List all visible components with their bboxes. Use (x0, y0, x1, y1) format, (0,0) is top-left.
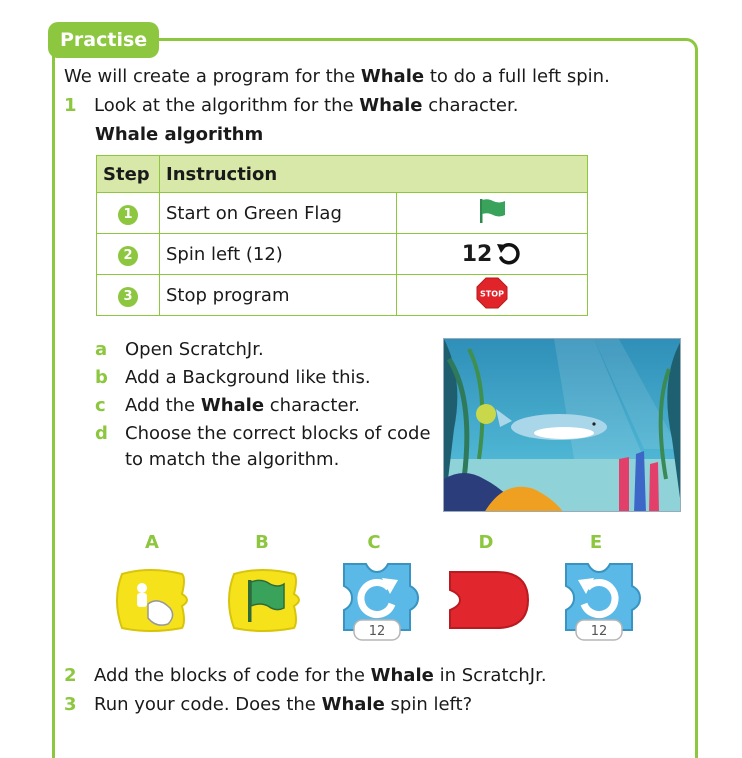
task-a: a Open ScratchJr. (95, 339, 264, 360)
block-d-end[interactable] (446, 558, 534, 642)
step-number: 3 (118, 287, 138, 307)
instruction-cell: Start on Green Flag (160, 193, 397, 234)
step-2-text: 2 Add the blocks of code for the Whale in ScratchJr. (64, 665, 547, 686)
svg-text:12: 12 (368, 624, 386, 639)
task-c: c Add the Whale character. (95, 395, 361, 416)
block-label-a: A (145, 532, 159, 553)
step-number: 2 (118, 246, 138, 266)
block-e-spin-left[interactable] (554, 558, 644, 648)
spin-left-icon: 12 (462, 241, 523, 267)
block-label-c: C (367, 532, 381, 553)
table-row (97, 193, 588, 234)
green-flag-icon (477, 198, 507, 224)
table-header-row (97, 156, 588, 193)
instruction-cell: Spin left (12) (160, 234, 397, 275)
block-a-tap-trigger[interactable] (108, 558, 192, 642)
task-d: d Choose the correct blocks of code (95, 423, 431, 444)
table-title: Whale algorithm (95, 124, 264, 145)
block-c-spin-right[interactable] (332, 558, 422, 648)
header-step: Step (97, 156, 160, 193)
block-label-d: D (478, 532, 494, 553)
block-label-b: B (255, 532, 269, 553)
stop-sign-icon (476, 277, 508, 309)
algorithm-table (96, 155, 588, 316)
block-b-green-flag[interactable] (220, 558, 304, 642)
step-number: 1 (118, 205, 138, 225)
step-1-text: 1 Look at the algorithm for the Whale character. (64, 95, 519, 116)
svg-text:STOP: STOP (480, 289, 504, 298)
header-instruction: Instruction (160, 156, 588, 193)
underwater-background-image (443, 338, 681, 512)
task-d-line2: to match the algorithm. (125, 449, 340, 470)
block-label-e: E (589, 532, 603, 553)
table-row (97, 234, 588, 275)
svg-text:12: 12 (590, 624, 608, 639)
task-b: b Add a Background like this. (95, 367, 371, 388)
intro-text: We will create a program for the Whale to do a full left spin. (64, 66, 610, 87)
step-3-text: 3 Run your code. Does the Whale spin left? (64, 694, 473, 715)
section-tag: Practise (48, 22, 159, 58)
table-row (97, 275, 588, 316)
instruction-cell: Stop program (160, 275, 397, 316)
